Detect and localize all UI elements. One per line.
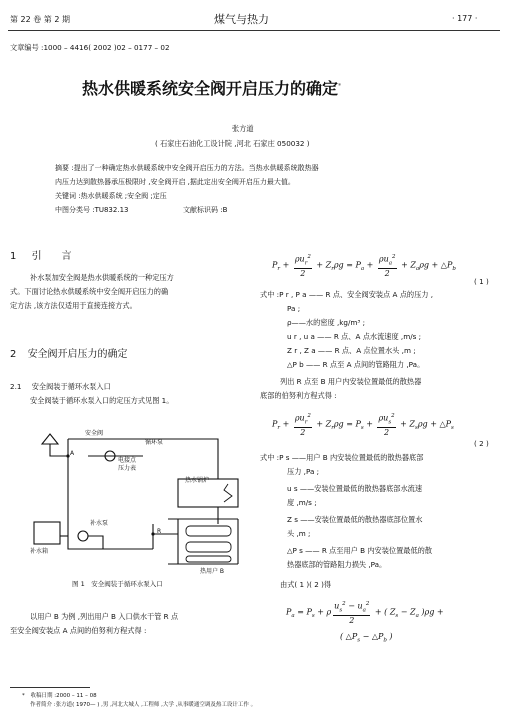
classification-code: 中图分类号 :TU832.13 [55,206,129,214]
fig-label-circ-pump: 循环泵 [145,439,164,446]
equation-3-cont: ( $\triangle P_s$ − $\triangle P_b$ ) [340,632,393,644]
equation-1: $P_r$ + $\frac{\rho u_r^2}{2}$ + $Z_r\rho g = P_a$ + $\frac{\rho u_a^2}{2}$ + $Z_a\rho g$ + $\triangle P_b$ [272,254,456,279]
equation-2: $P_r$ + $\frac{\rho u_r^2}{2}$ + $Z_r\rho g = P_s$ + $\frac{\rho u_s^2}{2}$ + $Z_s\rho g$ + $\triangle P_s$ [272,413,454,438]
eq2-where-3: u s ——安装位置最低的散热器底部水流速 [287,484,423,493]
eq1-where-5: Z r , Z a —— R 点、A 点位置水头 ,m ; [287,346,416,355]
section-1-heading [10,247,72,262]
fig-label-user-b: 热用户 B [200,568,225,575]
mid-para-line-1: 列出 R 点至 B 用户内安装位置最低的散热器 [280,377,422,386]
footnote-mark: * [22,693,25,699]
journal-name: 煤气与热力 [214,13,269,26]
eq1-where-2: Pa ; [287,304,301,313]
affiliation: ( 石家庄石油化工设计院 ,河北 石家庄 050032 ) [155,139,310,148]
eq1-number: ( 1 ) [474,277,489,286]
figure-1-caption: 图 1 安全阀装于循环水泵入口 [72,580,163,588]
fig-label-makeup-tank: 补水箱 [30,548,49,555]
sec1-line-1: 补水泵加安全阀是热水供暖系统的一种定压方 [30,273,174,282]
eq1-where-1: 式中 :P r , P a —— R 点、安全阀安装点 A 点的压力 , [260,290,434,299]
equation-3: $P_a = P_s + \rho$ $\frac{u_s^2 - u_a^2}{2}$ + ( $Z_s - Z_a$ )ρg + [286,601,444,626]
eq2-where-5: Z s ——安装位置最低的散热器底部位置水 [287,515,423,524]
eq2-where-1: 式中 :P s ——用户 B 内安装位置最低的散热器底部 [260,453,424,462]
section-2-heading [10,345,128,360]
section-2-number: 2 [10,349,17,360]
document-code: 文献标识码 :B [183,206,228,214]
fig-label-safety-valve: 安全阀 [85,430,104,437]
mid-para-line-2: 底部的伯努利方程式得 : [260,391,337,400]
keywords: 关键词 :热水供暖系统 ;安全阀 ;定压 [55,192,167,200]
figure-1-diagram [28,424,253,574]
page-number: · 177 · [452,14,478,23]
left-bottom-line-1: 以用户 B 为例 ,列出用户 B 入口供水干管 R 点 [30,612,179,621]
left-bottom-line-2: 至安全阀安装点 A 点间的伯努利方程式得 : [10,626,147,635]
article-number: 文章编号 :1000 – 4416( 2002 )02 – 0177 – 02 [10,43,170,52]
eq2-where-2: 压力 ,Pa ; [287,467,320,476]
section-1-title: 引 言 [31,251,72,262]
eq2-where-6: 头 ,m ; [287,529,311,538]
section-2-1-number: 2.1 [10,382,22,391]
eq2-number: ( 2 ) [474,439,489,448]
header-rule [8,30,500,31]
fig-label-point-r: R [157,528,162,535]
footnote-author-info: 作者简介 :张方道( 1970— ) ,男 ,河北大城人 ,工程师 ,大学 ,从事暖通空调及热工设计工作 。 [30,702,257,708]
fig-label-boiler: 热水锅炉 [185,477,210,484]
eq2-where-7: △P s —— R 点至用户 B 内安装位置最低的散 [287,546,433,555]
eq1-where-4: u r , u a —— R 点、A 点水流速度 ,m/s ; [287,332,422,341]
volume-issue: 第 22 卷 第 2 期 [10,15,70,24]
footnote-received-text: 收稿日期 :2000 – 11 – 08 [30,693,97,699]
sec1-line-2: 式。下面讨论热水供暖系统中安全阀开启压力的确 [10,287,169,296]
paper-title [82,76,341,99]
footnote-rule [10,687,90,688]
footnote-received [22,691,97,699]
fig-label-contact-gauge-2: 压力表 [118,465,137,472]
fig-label-makeup-pump: 补水泵 [90,520,109,527]
sec21-body: 安全阀装于循环水泵入口的定压方式见图 1。 [30,396,174,405]
paper-title-text: 热水供暖系统安全阀开启压力的确定 [82,79,339,98]
author: 张方道 [232,124,254,133]
sec1-line-3: 定方法 ,该方法仅适用于直接连接方式。 [10,301,137,310]
eq1-where-3: ρ——水的密度 ,kg/m³ ; [287,318,365,327]
section-2-1-title: 安全阀装于循环水泵入口 [31,382,111,391]
eq1-where-6: △P b —— R 点至 A 点间的管路阻力 ,Pa。 [287,360,425,369]
section-1-number: 1 [10,251,17,262]
abstract-line-1: 摘要 :提出了一种确定热水供暖系统中安全阀开启压力的方法。当热水供暖系统散热器 [55,164,319,172]
section-2-title: 安全阀开启压力的确定 [27,349,128,360]
fig-label-point-a: A [70,450,75,457]
derive-text: 由式( 1 )( 2 )得 [280,580,332,589]
eq2-where-8: 热器底部的管路阻力损失 ,Pa。 [287,560,387,569]
section-2-1-heading [10,380,111,393]
fig-label-contact-gauge: 电接点 [118,457,137,464]
eq2-where-4: 度 ,m/s ; [287,498,317,507]
abstract-line-2: 内压力达到散热器承压极限时 ,安全阀开启 ,据此定出安全阀开启压力最大值。 [55,178,295,186]
title-footnote-mark: * [338,82,342,90]
